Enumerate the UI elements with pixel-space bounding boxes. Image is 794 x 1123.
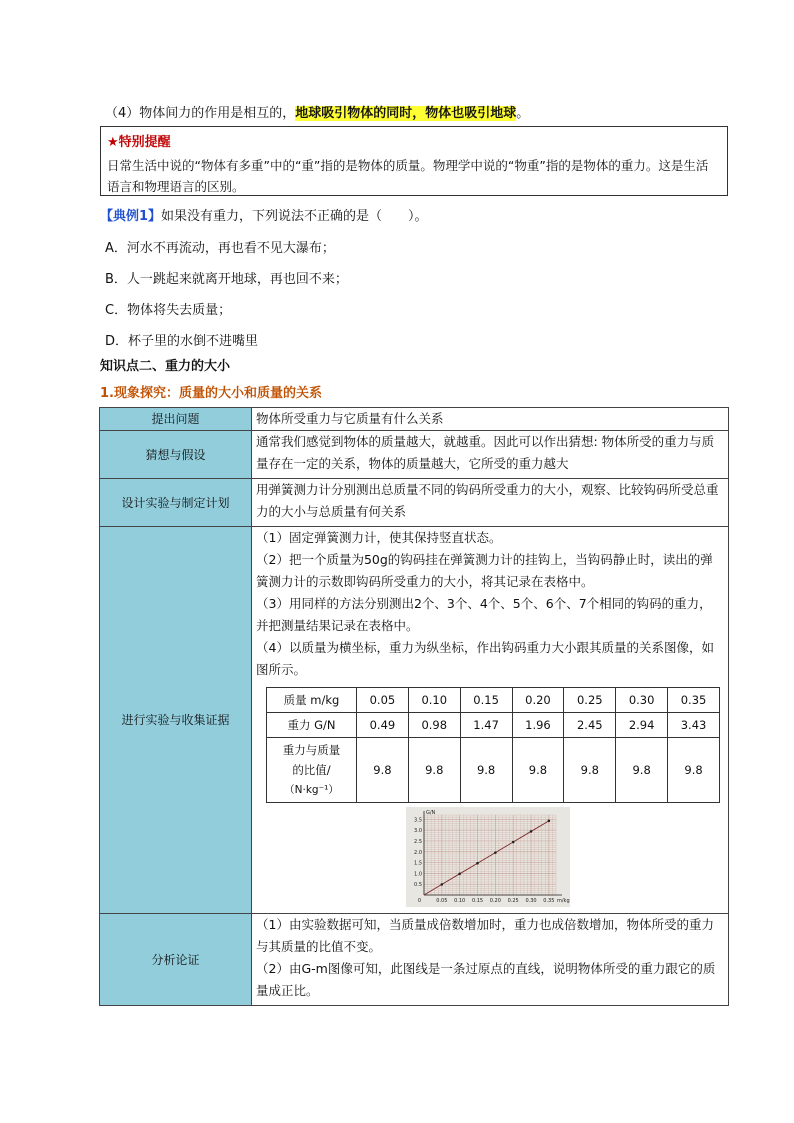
mass-cell: 0.25 (564, 688, 616, 713)
x-tick-label: 0.30 (525, 898, 537, 904)
weight-cell: 0.98 (408, 713, 460, 738)
option-a: A．河水不再流动，再也看不见大瀑布； (105, 241, 335, 256)
intro-item-4-highlight: 地球吸引物体的同时，物体也吸引地球 (295, 106, 517, 121)
y-tick-label: 2.0 (414, 849, 422, 856)
row-content-experiment (252, 527, 729, 914)
example-question-text: 如果没有重力，下列说法不正确的是（ ）。 (161, 209, 428, 224)
section-title: 1.现象探究：质量的大小和质量的关系 (100, 386, 322, 401)
weight-row (267, 713, 720, 738)
ratio-row (267, 738, 720, 803)
y-tick-label: 0.5 (414, 882, 422, 889)
ratio-cell: 9.8 (564, 738, 616, 803)
x-tick-label: 0.05 (436, 898, 448, 904)
table-row (100, 527, 729, 914)
y-tick-label: 3.0 (414, 828, 422, 835)
x-tick-label: 0.20 (489, 898, 501, 904)
ratio-cell: 9.8 (408, 738, 460, 803)
weight-cell: 1.96 (512, 713, 564, 738)
row-content-hypothesis (252, 431, 729, 479)
mass-cell: 0.35 (668, 688, 720, 713)
data-table (266, 687, 720, 803)
mass-label: 质量 m/kg (267, 688, 357, 713)
origin-label: 0 (417, 898, 421, 904)
y-tick-label: 3.5 (414, 817, 422, 824)
example-tag: 【典例1】 (100, 209, 162, 224)
row-text: （3）用同样的方法分别测出2个、3个、4个、5个、6个、7个相同的钩码的重力，并把测量结果记录在表格中。 (256, 596, 712, 633)
weight-label: 重力 G/N (267, 713, 357, 738)
g-m-chart (406, 807, 570, 907)
intro-item-4-suffix: 。 (516, 106, 530, 121)
row-text: 通常我们感觉到物体的质量越大，就越重。因此可以作出猜想: 物体所受的重力与质量存在一定的关系，物体的质量越大，它所受的重力越大 (256, 434, 715, 471)
row-text: （1）由实验数据可知，当质量成倍数增加时，重力也成倍数增加，物体所受的重力与其质量的比值不变。 (256, 917, 714, 954)
x-axis-label: m/kg (557, 898, 570, 904)
x-tick-label: 0.10 (454, 898, 466, 904)
row-label-analysis: 分析论证 (100, 914, 252, 1006)
x-tick-label: 0.25 (507, 898, 519, 904)
option-c: C．物体将失去质量； (105, 303, 232, 318)
data-point (441, 883, 444, 886)
y-tick-label: 2.5 (414, 838, 422, 845)
y-tick-label: 1.0 (414, 871, 422, 878)
weight-cell: 2.45 (564, 713, 616, 738)
example-question (100, 205, 428, 224)
ratio-cell: 9.8 (616, 738, 668, 803)
row-label-hypothesis: 猜想与假设 (100, 431, 252, 479)
special-note-title: ★特别提醒 (107, 135, 171, 150)
ratio-cell: 9.8 (668, 738, 720, 803)
row-content-analysis (252, 914, 729, 1006)
data-point (494, 851, 497, 854)
mass-row (267, 688, 720, 713)
special-note-body: 日常生活中说的“物体有多重”中的“重”指的是物体的质量。物理学中说的“物重”指的是物体的重力。这是生活语言和物理语言的区别。 (107, 158, 709, 194)
data-point (476, 862, 479, 865)
experiment-table (99, 407, 729, 1006)
data-point (458, 873, 461, 876)
x-tick-label: 0.35 (543, 898, 555, 904)
mass-cell: 0.15 (460, 688, 512, 713)
y-axis-label: G/N (426, 810, 436, 816)
table-row (100, 479, 729, 527)
ratio-cell: 9.8 (512, 738, 564, 803)
intro-item-4-prefix: （4）物体间力的作用是相互的， (105, 106, 296, 121)
row-content-question (252, 408, 729, 431)
ratio-cell: 9.8 (357, 738, 409, 803)
row-text: （2）把一个质量为50g的钩码挂在弹簧测力计的挂钩上，当钩码静止时，读出的弹簧测力计的示数即钩码所受重力的大小，将其记录在表格中。 (256, 552, 713, 589)
mass-cell: 0.20 (512, 688, 564, 713)
x-tick-label: 0.15 (471, 898, 484, 904)
data-point (548, 820, 551, 823)
row-text: （1）固定弹簧测力计，使其保持竖直状态。 (256, 530, 502, 545)
weight-cell: 1.47 (460, 713, 512, 738)
data-point (512, 841, 515, 844)
option-b: B．人一跳起来就离开地球，再也回不来； (105, 272, 348, 287)
intro-item-4 (105, 102, 529, 121)
data-point (530, 830, 533, 833)
row-text: 用弹簧测力计分别测出总质量不同的钩码所受重力的大小，观察、比较钩码所受总重力的大小与总质量有何关系 (256, 482, 719, 519)
y-tick-label: 1.5 (414, 860, 422, 867)
table-row (100, 431, 729, 479)
row-label-experiment: 进行实验与收集证据 (100, 527, 252, 914)
option-d: D．杯子里的水倒不进嘴里 (105, 334, 259, 349)
ratio-label-line: 重力与质量 (282, 743, 341, 757)
mass-cell: 0.30 (616, 688, 668, 713)
ratio-cell: 9.8 (460, 738, 512, 803)
row-text: 物体所受重力与它质量有什么关系 (256, 411, 444, 426)
weight-cell: 0.49 (357, 713, 409, 738)
row-label-question: 提出问题 (100, 408, 252, 431)
ratio-label (267, 738, 357, 803)
weight-cell: 3.43 (668, 713, 720, 738)
row-text: （4）以质量为横坐标，重力为纵坐标，作出钩码重力大小跟其质量的关系图像，如图所示。 (256, 640, 714, 677)
ratio-label-line: （N·kg⁻¹） (284, 784, 339, 796)
table-row (100, 408, 729, 431)
mass-cell: 0.10 (408, 688, 460, 713)
mass-cell: 0.05 (357, 688, 409, 713)
table-row (100, 914, 729, 1006)
row-label-design: 设计实验与制定计划 (100, 479, 252, 527)
ratio-label-line: 的比值/ (292, 763, 331, 777)
row-text: （2）由G-m图像可知，此图线是一条过原点的直线，说明物体所受的重力跟它的质量成正比。 (256, 961, 716, 998)
g-m-graph (406, 807, 570, 907)
special-note-box (100, 126, 728, 196)
row-content-design (252, 479, 729, 527)
weight-cell: 2.94 (616, 713, 668, 738)
knowledge-point-heading: 知识点二、重力的大小 (100, 359, 231, 374)
